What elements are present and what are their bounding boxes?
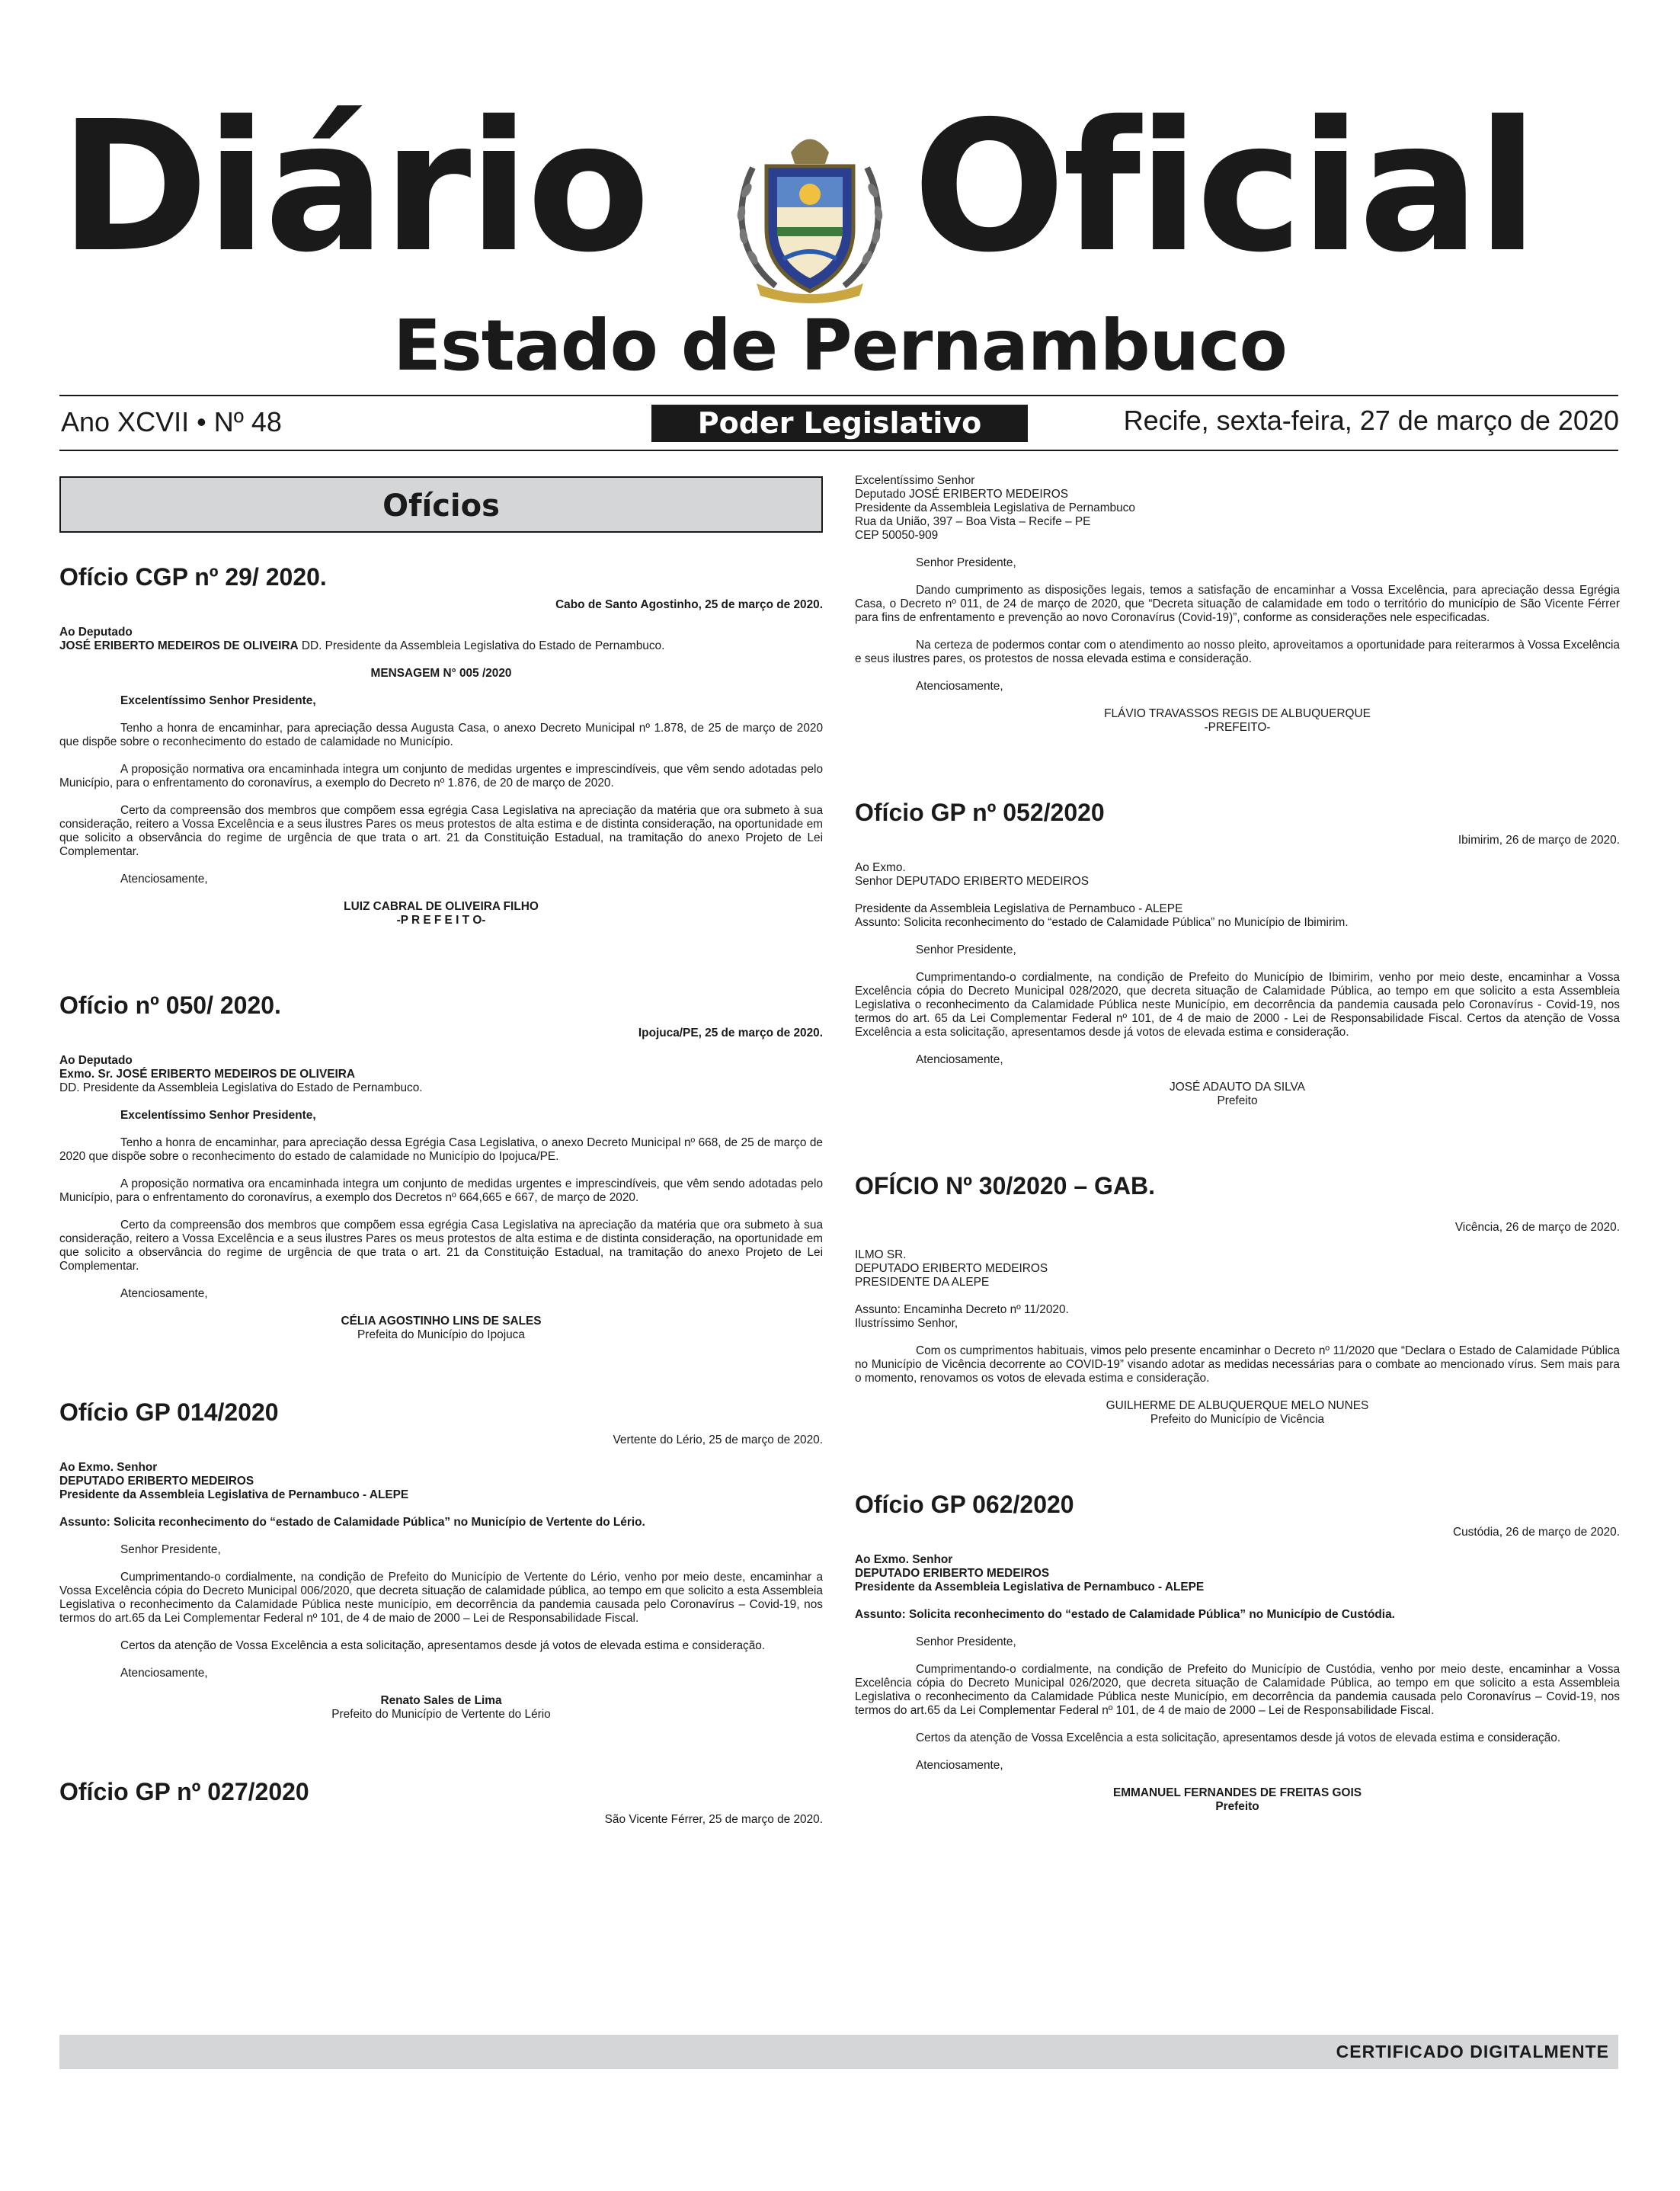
recipient-line: JOSÉ ERIBERTO MEDEIROS DE OLIVEIRA DD. Presidente da Assembleia Legislativa do Estado de Pernambuco. [59,639,665,652]
signature-name: FLÁVIO TRAVASSOS REGIS DE ALBUQUERQUE [1104,707,1371,720]
salutation: Senhor Presidente, [916,1635,1016,1648]
signature-name: CÉLIA AGOSTINHO LINS DE SALES [341,1315,542,1328]
signature-name: GUILHERME DE ALBUQUERQUE MELO NUNES [1106,1399,1369,1412]
body-paragraph: Tenho a honra de encaminhar, para apreciação dessa Egrégia Casa Legislativa, o anexo Decreto Municipal nº 668, de 25 de março de 2020 que dispõe sobre o reconhecimento do estado de calamidade no Município do Ipojuca/PE. [59,1136,823,1163]
recipient-line: Presidente da Assembleia Legislativa de Pernambuco [855,501,1135,514]
closing: Atenciosamente, [916,1759,1003,1772]
recipient-line: Presidente da Assembleia Legislativa de Pernambuco - ALEPE [855,1581,1205,1594]
masthead [0,0,1680,457]
signature-name: JOSÉ ADAUTO DA SILVA [1170,1081,1305,1094]
oficio-gp-027 [59,1776,823,1827]
oficio-title: Ofício CGP nº 29/ 2020. [59,563,327,591]
signature-name: EMMANUEL FERNANDES DE FREITAS GOIS [1112,1786,1362,1799]
body-paragraph: Cumprimentando-o cordialmente, na condição de Prefeito do Município de Vertente do Lério, venho por meio deste, encaminhar a Vossa Excelência cópia do Decreto Municipal 006/2020, que decreta situação de calamidade pública, ao tempo em que solicito a esta Assembleia Legislativa o reconhecimento da Calamidade Pública neste município, em decorrência da pandemia causada pelo Coronavírus – Covid-19, nos termos do art.65 da Lei Complementar Federal nº 101, de 4 de maio de 2000 – Lei de Responsabilidade Fiscal. [59,1571,823,1625]
subject-line: Assunto: Encaminha Decreto nº 11/2020. [855,1303,1069,1316]
dateline: Recife, sexta-feira, 27 de março de 2020 [1123,405,1619,436]
masthead-subtitle: Estado de Pernambuco [393,305,1287,386]
recipient-line: Ao Deputado [59,1054,133,1067]
recipient-line: Rua da União, 397 – Boa Vista – Recife – PE [855,515,1091,528]
body-paragraph: A proposição normativa ora encaminhada integra um conjunto de medidas urgentes e imprescindíveis, que vêm sendo adotadas pelo Município, para o enfrentamento do coronavírus, a exemplo do Decreto nº 1.876, de 20 de março de 2020. [59,763,823,790]
oficio-gp-027-continued [855,474,1620,735]
masthead-title-right: Oficial [913,82,1536,292]
recipient-line: Ao Exmo. [855,861,906,874]
body-paragraph: Certo da compreensão dos membros que compõem essa egrégia Casa Legislativa na apreciação da matéria que ora submeto à sua consideração, reitero a Vossa Excelência e a seus ilustres Pares os meus protestos de alta estima e de distinta consideração, na oportunidade em que solicito a observância do regime de urgência de que trata o art. 21 da Constituição Estadual, na tramitação do anexo Projeto de Lei Complementar. [59,804,823,858]
oficio-gp-052 [855,797,1620,1108]
recipient-line: ILMO SR. [855,1248,907,1261]
recipient-line: Ao Deputado [59,626,133,639]
oficio-cgp-29 [59,562,823,927]
masthead-divider-top [59,395,1618,396]
recipient-line: DEPUTADO ERIBERTO MEDEIROS [855,1262,1048,1275]
recipient-line: Presidente da Assembleia Legislativa de Pernambuco - ALEPE [59,1488,409,1501]
salutation: Ilustríssimo Senhor, [855,1317,958,1330]
closing: Atenciosamente, [120,873,208,886]
signature-name: LUIZ CABRAL DE OLIVEIRA FILHO [344,900,539,913]
salutation: Senhor Presidente, [916,556,1016,569]
oficio-place-date: Ipojuca/PE, 25 de março de 2020. [638,1027,823,1039]
digital-certificate-footer: CERTIFICADO DIGITALMENTE [59,2035,1618,2069]
oficio-place-date: Custódia, 26 de março de 2020. [1452,1526,1620,1539]
salutation: Senhor Presidente, [916,943,1016,956]
closing: Atenciosamente, [120,1667,208,1680]
section-banner: Poder Legislativo [651,405,1028,442]
body-paragraph: Com os cumprimentos habituais, vimos pelo presente encaminhar o Decreto nº 11/2020 que “Declara o Estado de Calamidade Pública no Município de Vicência decorrente ao COVID-19” visando adotar as medidas necessárias para o combate ao mencionado vírus. Sem mais para o momento, renovamos os votos de elevada estima e consideração. [855,1344,1620,1385]
oficio-30-gab [855,1171,1620,1427]
recipient-line: Ao Exmo. Senhor [59,1461,158,1474]
oficio-place-date: Vertente do Lério, 25 de março de 2020. [613,1433,823,1446]
recipient-line: Senhor DEPUTADO ERIBERTO MEDEIROS [855,875,1090,888]
recipient-line: DD. Presidente da Assembleia Legislativa do Estado de Pernambuco. [59,1081,423,1094]
oficio-title: OFÍCIO Nº 30/2020 – GAB. [855,1172,1156,1200]
closing: Atenciosamente, [916,680,1003,693]
issue-number: Ano XCVII • Nº 48 [61,406,282,437]
oficio-place-date: Vicência, 26 de março de 2020. [1454,1221,1620,1234]
subject-line: Assunto: Solicita reconhecimento do “estado de Calamidade Pública” no Município de Custódia. [855,1608,1395,1621]
oficio-place-date: Ibimirim, 26 de março de 2020. [1458,834,1620,847]
oficio-title: Ofício GP nº 052/2020 [855,799,1105,826]
oficio-050 [59,990,823,1342]
signature-role: Prefeito do Município de Vertente do Lério [331,1708,551,1721]
recipient-line: Exmo. Sr. JOSÉ ERIBERTO MEDEIROS DE OLIVEIRA [59,1068,355,1081]
body-paragraph: Dando cumprimento as disposições legais, temos a satisfação de encaminhar a Vossa Excelência, para apreciação dessa Egrégia Casa, o Decreto nº 011, de 24 de março de 2020, que “Decreta situação de calamidade em todo o território do município de São Vicente Férrer para fins de enfrentamento e prevenção ao novo Coronavírus (Covid-19)”, conforme as considerações nele especificadas. [855,584,1620,624]
signature-role: Prefeito [1217,1094,1258,1107]
subject-line: Assunto: Solicita reconhecimento do “estado de Calamidade Pública” no Município de Vertente do Lério. [59,1516,645,1529]
oficio-title: Ofício nº 050/ 2020. [59,991,281,1019]
body-paragraph: Certos da atenção de Vossa Excelência a esta solicitação, apresentamos desde já votos de elevada estima e consideração. [120,1639,766,1652]
recipient-line: Ao Exmo. Senhor [855,1553,953,1566]
recipient-line: DEPUTADO ERIBERTO MEDEIROS [59,1475,254,1488]
closing: Atenciosamente, [916,1053,1003,1066]
oficio-gp-062 [855,1489,1620,1814]
oficio-title: Ofício GP nº 027/2020 [59,1778,309,1805]
right-column [855,474,1620,1814]
signature-role: Prefeito do Município de Vicência [1150,1413,1325,1426]
salutation: Senhor Presidente, [120,1543,221,1556]
pernambuco-coat-of-arms-icon [730,122,890,305]
recipient-line: Excelentíssimo Senhor [855,474,975,487]
recipient-line: DEPUTADO ERIBERTO MEDEIROS [855,1567,1050,1580]
signature-role: Prefeito [1215,1800,1259,1813]
oficio-title: Ofício GP 062/2020 [855,1491,1074,1518]
mensagem-number: MENSAGEM N° 005 /2020 [370,667,512,680]
left-column [59,476,823,1827]
oficio-gp-014 [59,1397,823,1722]
oficio-title: Ofício GP 014/2020 [59,1398,279,1426]
body-paragraph: Certo da compreensão dos membros que compõem essa egrégia Casa Legislativa na apreciação da matéria que ora submeto à sua consideração, reitero a Vossa Excelência e a seus ilustres Pares os meus protestos de alta estima e de distinta consideração, na oportunidade em que solicito a observância do regime de urgência de que trata o art. 21 da Constituição Estadual, na tramitação do anexo Projeto de Lei Complementar. [59,1219,823,1273]
signature-name: Renato Sales de Lima [380,1694,502,1707]
recipient-line: CEP 50050-909 [855,529,939,542]
salutation: Excelentíssimo Senhor Presidente, [120,1109,316,1122]
section-title: Ofícios [59,476,823,533]
signature-role: -P R E F E I T O- [396,914,486,927]
body-paragraph: Cumprimentando-o cordialmente, na condição de Prefeito do Município de Ibimirim, venho por meio deste, encaminhar a Vossa Excelência cópia do Decreto Municipal 028/2020, que decreta situação de Calamidade Pública, ao tempo em que solicito a esta Assembleia Legislativa o reconhecimento da Calamidade Pública neste Município, em decorrência da pandemia causada pelo Coronavírus - Covid-19, nos termos do art. 65 da Lei Complementar Federal nº 101, de 4 de maio de 2000 - Lei de Responsabilidade Fiscal. Certos da atenção de Vossa Excelência a esta solicitação, apresentamos desde já votos de elevada estima e consideração. [855,971,1620,1039]
recipient-line: Presidente da Assembleia Legislativa de Pernambuco - ALEPE [855,902,1183,915]
oficio-place-date: São Vicente Férrer, 25 de março de 2020. [604,1813,823,1826]
recipient-line: PRESIDENTE DA ALEPE [855,1276,990,1289]
subject-line: Assunto: Solicita reconhecimento do “estado de Calamidade Pública” no Município de Ibimirim. [855,916,1349,929]
body-paragraph: Tenho a honra de encaminhar, para apreciação dessa Augusta Casa, o anexo Decreto Municipal nº 1.878, de 25 de março de 2020 que dispõe sobre o reconhecimento do estado de calamidade no Município. [59,722,823,748]
oficio-place-date: Cabo de Santo Agostinho, 25 de março de 2020. [555,598,823,611]
body-paragraph: Na certeza de podermos contar com o atendimento ao nosso pleito, aproveitamos a oportunidade para reiterarmos à Vossa Excelência e seus ilustres pares, os protestos de nossa elevada estima e consideração. [855,639,1620,665]
closing: Atenciosamente, [120,1287,208,1300]
masthead-title-left: Diário [59,82,648,292]
body-paragraph: Cumprimentando-o cordialmente, na condição de Prefeito do Município de Custódia, venho por meio deste, encaminhar a Vossa Excelência cópia do Decreto Municipal 026/2020, que decreta situação de Calamidade Pública, ao tempo em que solicito a esta Assembleia Legislativa o reconhecimento da Calamidade Pública neste Município, em decorrência da pandemia causada pelo Coronavírus – Covid-19, nos termos do art.65 da Lei Complementar Federal nº 101, de 4 de maio de 2000 – Lei de Responsabilidade Fiscal. [855,1663,1620,1717]
body-paragraph: Certos da atenção de Vossa Excelência a esta solicitação, apresentamos desde já votos de elevada estima e consideração. [916,1731,1561,1744]
body-paragraph: A proposição normativa ora encaminhada integra um conjunto de medidas urgentes e imprescindíveis, que vêm sendo adotadas pelo Município, para o enfrentamento do coronavírus, a exemplo dos Decretos nº 664,665 e 667, de março de 2020. [59,1177,823,1204]
masthead-divider-bottom [59,450,1618,451]
signature-role: -PREFEITO- [1204,721,1271,734]
signature-role: Prefeita do Município do Ipojuca [357,1328,525,1341]
salutation: Excelentíssimo Senhor Presidente, [120,694,316,707]
recipient-line: Deputado JOSÉ ERIBERTO MEDEIROS [855,488,1068,501]
